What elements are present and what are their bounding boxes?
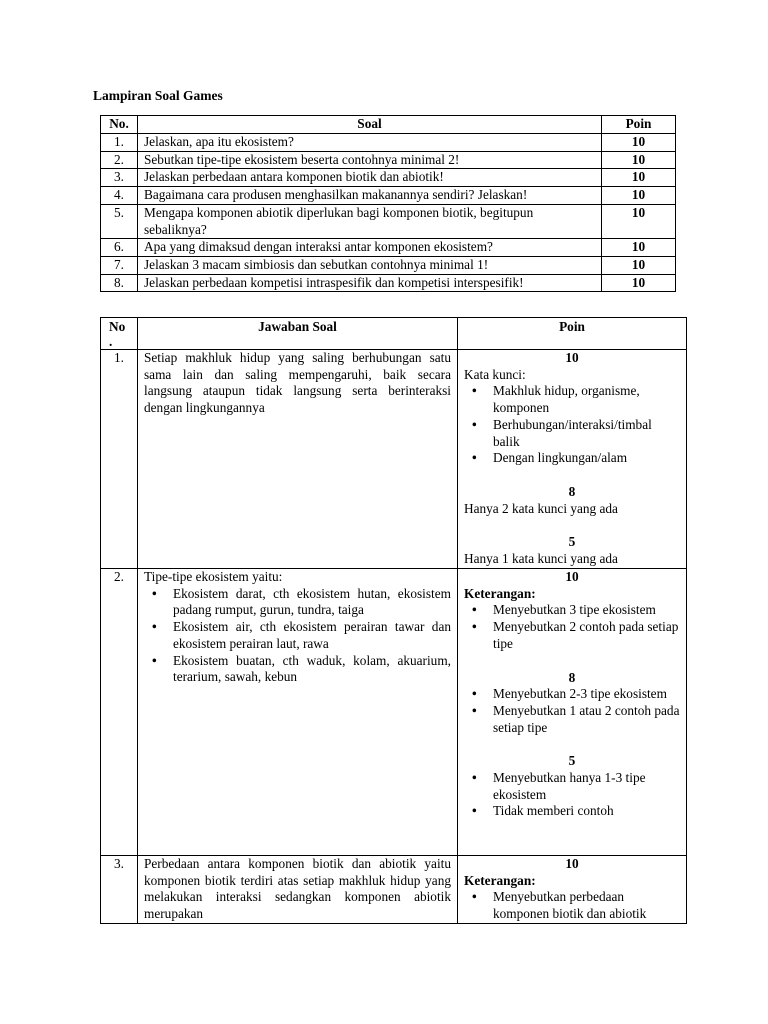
answer-intro: Tipe-tipe ekosistem yaitu:: [144, 569, 283, 584]
criteria-list: [464, 686, 680, 736]
list-item: • Menyebutkan hanya 1-3 tipe ekosistem: [464, 770, 680, 803]
question-text: Jelaskan 3 macam simbiosis dan sebutkan contohnya minimal 1!: [138, 256, 602, 274]
table-row: [101, 569, 687, 856]
question-points: 10: [602, 239, 676, 257]
row-number: 3.: [101, 169, 138, 187]
question-points: 10: [602, 187, 676, 205]
question-text: Jelaskan perbedaan antara komponen biotik dan abiotik!: [138, 169, 602, 187]
criteria-list: [464, 602, 680, 652]
row-number: 7.: [101, 256, 138, 274]
col-header-soal: Soal: [138, 116, 602, 134]
question-text: Mengapa komponen abiotik diperlukan bagi komponen biotik, begitupun sebaliknya?: [138, 204, 602, 238]
row-number: 8.: [101, 274, 138, 292]
table-row: [101, 134, 676, 152]
score-mid-note: Hanya 2 kata kunci yang ada: [464, 500, 618, 516]
list-item: • Ekosistem buatan, cth waduk, kolam, akuarium, terarium, sawah, kebun: [144, 653, 451, 686]
table-row: [101, 856, 687, 924]
answer-text: Perbedaan antara komponen biotik dan abiotik yaitu komponen biotik terdiri atas setiap makhluk hidup yang melakukan interaksi sedangkan komponen abiotik merupakan: [138, 856, 458, 924]
question-points: 10: [602, 134, 676, 152]
question-points: 10: [602, 256, 676, 274]
row-number: 2.: [101, 151, 138, 169]
table-row: [101, 187, 676, 205]
row-number: 4.: [101, 187, 138, 205]
score-full: 10: [565, 569, 579, 584]
list-item: • Dengan lingkungan/alam: [464, 450, 680, 467]
page-heading: Lampiran Soal Games: [93, 88, 223, 103]
question-text: Sebutkan tipe-tipe ekosistem beserta contohnya minimal 2!: [138, 151, 602, 169]
keterangan-label: Keterangan:: [464, 585, 536, 601]
keyword-list: [464, 383, 680, 467]
soal-table-header: [101, 116, 676, 134]
question-text: Jelaskan perbedaan kompetisi intraspesifik dan kompetisi interspesifik!: [138, 274, 602, 292]
score-mid: 8: [568, 669, 576, 685]
list-item: • Ekosistem air, cth ekosistem perairan tawar dan ekosistem perairan laut, rawa: [144, 619, 451, 652]
row-number: 1.: [101, 350, 138, 569]
col-header-no: No.: [101, 116, 138, 134]
list-item: • Menyebutkan perbedaan komponen biotik dan abiotik: [464, 889, 680, 922]
question-points: 10: [602, 151, 676, 169]
question-points: 10: [602, 204, 676, 238]
kata-kunci-label: Kata kunci:: [464, 366, 526, 382]
list-item: • Menyebutkan 1 atau 2 contoh pada setiap tipe: [464, 703, 680, 736]
list-item: • Menyebutkan 2 contoh pada setiap tipe: [464, 619, 680, 652]
list-item: • Menyebutkan 2-3 tipe ekosistem: [464, 686, 680, 703]
score-full: 10: [565, 856, 579, 871]
score-full: 10: [565, 350, 579, 365]
row-number: 3.: [101, 856, 138, 924]
row-number: 2.: [101, 569, 138, 856]
table-row: [101, 151, 676, 169]
score-mid: 8: [568, 483, 576, 499]
question-points: 10: [602, 274, 676, 292]
jawaban-table-header: [101, 318, 687, 350]
criteria-list: [464, 770, 680, 820]
row-number: 1.: [101, 134, 138, 152]
scoring-cell: [458, 569, 687, 856]
list-item: • Berhubungan/interaksi/timbal balik: [464, 417, 680, 450]
score-low: 5: [568, 753, 576, 769]
scoring-cell: [458, 350, 687, 569]
question-points: 10: [602, 169, 676, 187]
question-text: Jelaskan, apa itu ekosistem?: [138, 134, 602, 152]
answer-cell: [138, 569, 458, 856]
question-text: Apa yang dimaksud dengan interaksi antar komponen ekosistem?: [138, 239, 602, 257]
answer-list: [144, 586, 451, 686]
row-number: 5.: [101, 204, 138, 238]
table-row: [101, 256, 676, 274]
col-header-poin: Poin: [458, 318, 687, 350]
col-header-jawaban: Jawaban Soal: [138, 318, 458, 350]
list-item: • Makhluk hidup, organisme, komponen: [464, 383, 680, 416]
col-header-poin: Poin: [602, 116, 676, 134]
jawaban-table: [100, 317, 687, 924]
scoring-cell: [458, 856, 687, 924]
criteria-list: [464, 889, 680, 922]
table-row: [101, 169, 676, 187]
answer-text: Setiap makhluk hidup yang saling berhubungan satu sama lain dan saling mempengaruhi, baik secara langsung ataupun tidak langsung serta berinteraksi dengan lingkungannya: [138, 350, 458, 569]
list-item: • Ekosistem darat, cth ekosistem hutan, ekosistem padang rumput, gurun, tundra, taiga: [144, 586, 451, 619]
keterangan-label: Keterangan:: [464, 872, 536, 888]
question-text: Bagaimana cara produsen menghasilkan makanannya sendiri? Jelaskan!: [138, 187, 602, 205]
list-item: • Tidak memberi contoh: [464, 803, 680, 820]
table-row: [101, 239, 676, 257]
soal-table: [100, 115, 676, 292]
list-item: • Menyebutkan 3 tipe ekosistem: [464, 602, 680, 619]
table-row: [101, 204, 676, 238]
score-low: 5: [568, 534, 576, 550]
col-header-no: No .: [101, 318, 138, 350]
table-row: [101, 274, 676, 292]
row-number: 6.: [101, 239, 138, 257]
score-low-note: Hanya 1 kata kunci yang ada: [464, 551, 618, 567]
table-row: [101, 350, 687, 569]
